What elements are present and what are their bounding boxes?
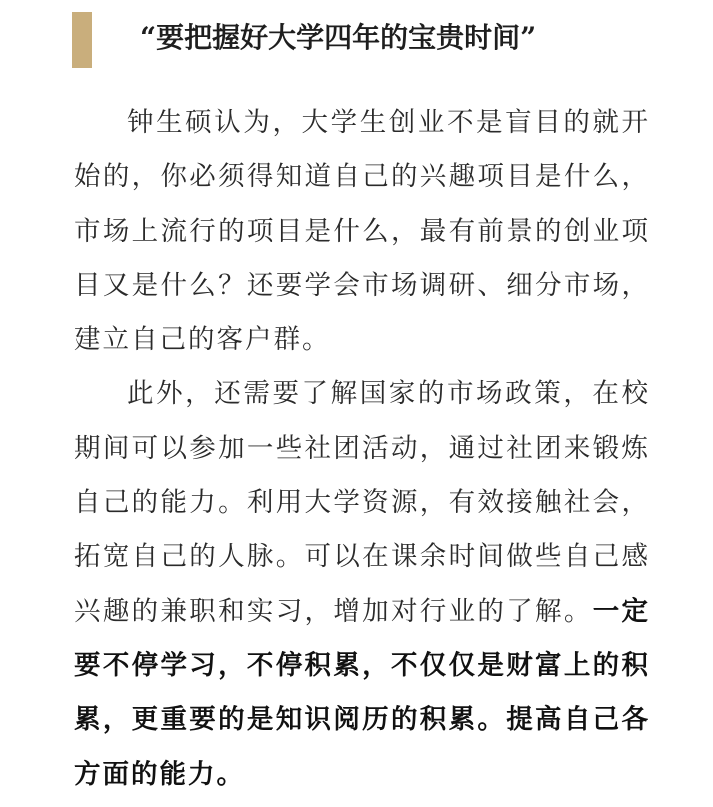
paragraph-2 [74,367,650,801]
paragraph-1: 钟生硕认为，大学生创业不是盲目的就开始的，你必须得知道自己的兴趣项目是什么，市场上流行的项目是什么，最有前景的创业项目又是什么？还要学会市场调研、细分市场，建立自己的客户群。 [74,107,650,356]
article-header [0,0,713,80]
article-title: “要把握好大学四年的宝贵时间” [140,21,537,54]
title-accent-bar [72,12,92,68]
article-body [74,96,650,802]
paragraph-2-text: 此外，还需要了解国家的市场政策，在校期间可以参加一些社团活动，通过社团来锻炼自己的能力。利用大学资源，有效接触社会，拓宽自己的人脉。可以在课余时间做些自己感兴趣的兼职和实习，增加对行业的了解。 [74,378,650,627]
paragraph-2-emphasis: 一定要不停学习，不停积累，不仅仅是财富上的积累，更重要的是知识阅历的积累。提高自己各方面的能力。 [74,595,651,790]
